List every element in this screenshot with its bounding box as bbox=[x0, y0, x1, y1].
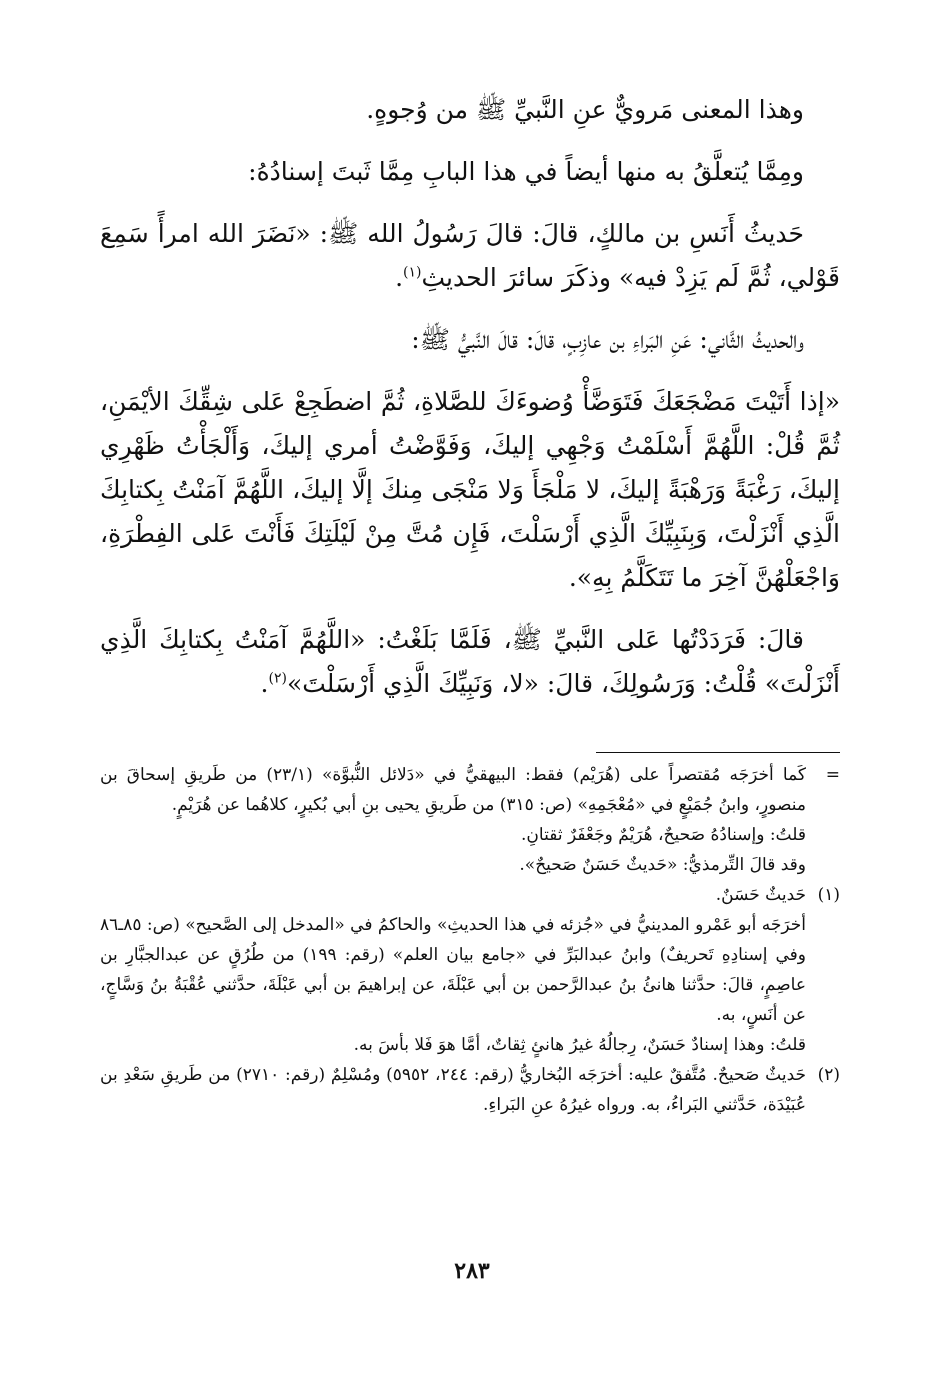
paragraph: ومِمَّا يُتعلَّقُ به منها أيضاً في هذا البابِ مِمَّا ثَبتَ إسنادُهُ: bbox=[248, 157, 804, 186]
main-text bbox=[100, 88, 840, 724]
footnote-line: وقد قالَ التِّرمذيُّ: «حَديثٌ حَسَنٌ صَحيحٌ». bbox=[519, 855, 806, 875]
paragraph: وهذا المعنى مَرويٌّ عنِ النَّبيِّ ﷺ من وُجوهٍ. bbox=[366, 95, 804, 124]
footnote-line: قلتُ: وهذا إسنادٌ حَسَنٌ، رِجالُهُ غيرُ هانئٍ ثِقاتٌ، أمَّا هوَ فَلا بأسَ به. bbox=[353, 1035, 806, 1055]
footnote-line: حَديثٌ صَحيحٌ. مُتَّفقٌ عليه: أخرَجَه البُخاريُّ (رقم: ٢٤٤، ٥٩٥٢) ومُسْلِمٌ (رقم: ٢٧١٠) من طَريقِ سَعْدِ بن عُبَيْدَة، حَدَّثني البَراءُ، به. ورواه غيرُهُ عنِ البَراءِ. bbox=[100, 1065, 807, 1115]
paragraph: والحديثُ الثَّاني: عَنِ البَراءِ بن عازِبٍ، قالَ: قالَ النَّبيُّ ﷺ: bbox=[411, 325, 804, 354]
footnote-marker: (٢) bbox=[817, 1065, 840, 1085]
hadith-quote: «إذا أَتَيْتَ مَضْجَعَكَ فَتَوَضَّأْ وُضوءَكَ للصَّلاةِ، ثُمَّ اضطَجِعْ عَلى شِقِّكَ الأيْمَنِ، ثُمَّ قُلْ: اللَّهُمَّ أَسْلَمْتُ وَجْهِي إليكَ، وَفَوَّضْتُ أمري إليكَ، وَأَلْجَأْتُ ظَهْرِي إليكَ، رَغْبَةً وَرَهْبَةً إليكَ، لا مَلْجَأَ وَلا مَنْجَى مِنكَ إلَّا إليكَ، اللَّهُمَّ آمَنْتُ بِكتابِكَ الَّذِي أَنْزَلْتَ، وَبِنَبِيِّكَ الَّذِي أَرْسَلْتَ، فَإِن مُتَّ مِنْ لَيْلَتِكَ فَأَنْتَ عَلى الفِطْرَةِ، وَاجْعَلْهُنَّ آخِرَ ما تَتَكَلَّمُ بِهِ». bbox=[100, 387, 840, 592]
footnote-1 bbox=[100, 880, 840, 1060]
footnote-line: قلتُ: وإسنادُهُ صَحيحٌ، هُرَيْمٌ وجَعْفَرٌ ثقتانِ. bbox=[521, 825, 806, 845]
footnote-marker: (١) bbox=[817, 885, 840, 905]
footnote-continuation bbox=[100, 760, 840, 880]
footnote-line: كَما أخرَجَه مُقتصراً على (هُرَيْم) فقط: البيهقيُّ في «دَلائل النُّبوَّة» (٢٣/١) من طَريقِ إسحاقَ بن منصورٍ، وابنُ جُمَيْعٍ في «مُعْجَمِهِ» (ص: ٣١٥) من طَريقِ يحيى بنِ أبي بُكيرٍ، كلاهُما عن هُرَيْمٍ. bbox=[100, 765, 806, 815]
page-number: ٢٨٣ bbox=[454, 1258, 490, 1284]
footnote-line: أخرَجَه أبو عَمْرو المدينيُّ في «جُزئه في هذا الحديثِ» والحاكمُ في «المدخل إلى الصَّحيح» (ص: ٨٥ـ٨٦ وفي إسنادِهِ تَحريفٌ) وابنُ عبدالبَرِّ في «جامع بيان العلم» (رقم: ١٩٩) من طُرُقٍ عن عبدالجبَّارِ بن عاصِمٍ، قالَ: حدَّثنا هانئُ بنُ عبدالرَّحمن بن أبي عَبْلَةَ، عن إبراهيمَ بن أبي عَبْلَةَ، حدَّثني عُقْبَةُ بنُ وَسَّاجٍ، عن أنَسٍ، به. bbox=[100, 915, 806, 1025]
footnote-ref-1: (١) bbox=[403, 264, 422, 281]
paragraph: قالَ: فَرَدَدْتُها عَلى النَّبيِّ ﷺ، فَلَمَّا بَلَغْتُ: «اللَّهُمَّ آمَنْتُ بِكتابِكَ الَّذِي أَنْزَلْتَ» قُلْتُ: وَرَسُولِكَ، قالَ: «لا، وَنَبِيِّكَ الَّذِي أَرْسَلْتَ»$^{(٢)}$. bbox=[100, 625, 840, 698]
footnotes bbox=[100, 760, 840, 1120]
footnote-line: حَديثٌ حَسَنٌ. bbox=[715, 885, 806, 905]
continuation-marker: = bbox=[825, 765, 840, 785]
paragraph-hadith-anas: حَديثُ أَنَسِ بن مالكٍ، قالَ: قالَ رَسُولُ الله ﷺ: «نَضَرَ الله امرأً سَمِعَ قَوْلي، ثُمَّ لَم يَزِدْ فيه» وذكَرَ سائرَ الحديثِ$^{(١)}$. bbox=[100, 219, 840, 292]
footnote-ref-2: (٢) bbox=[268, 670, 287, 687]
footnote-2 bbox=[100, 1060, 840, 1120]
footnote-separator bbox=[596, 752, 840, 753]
